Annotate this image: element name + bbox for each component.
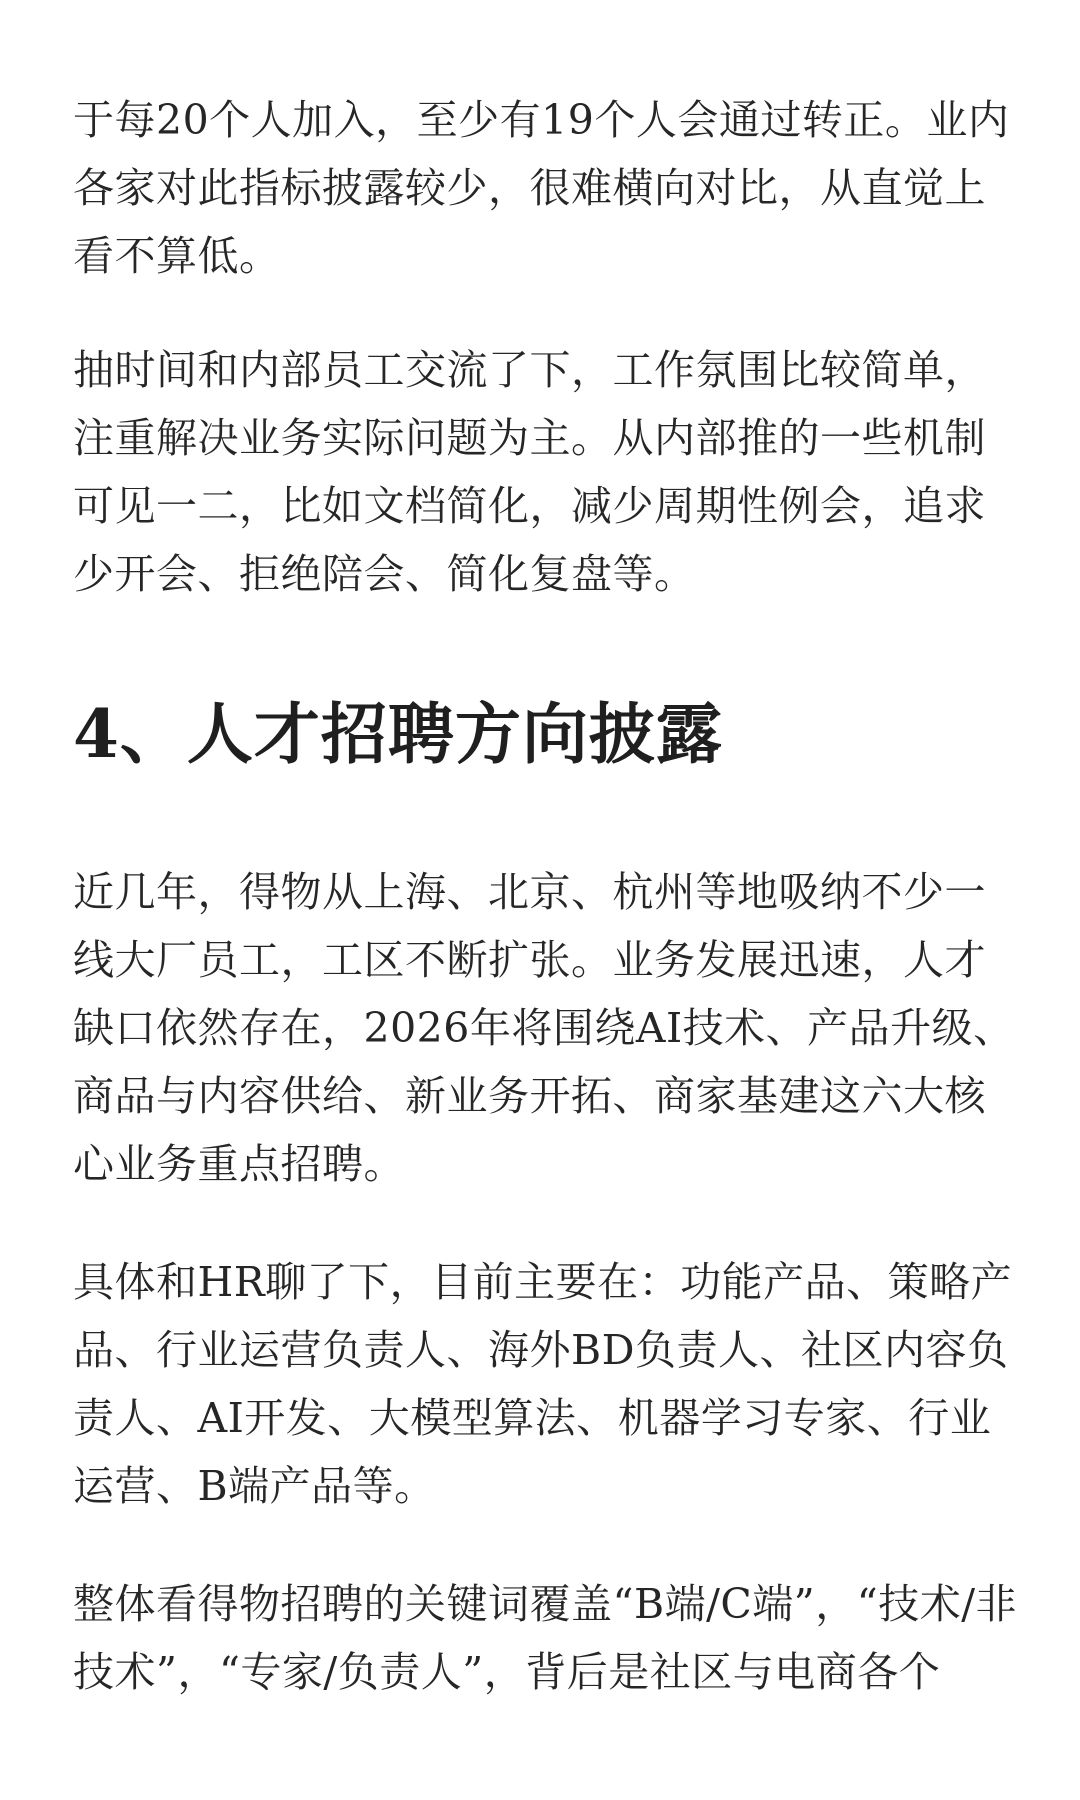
paragraph-hiring-directions: 近几年，得物从上海、北京、杭州等地吸纳不少一线大厂员工，工区不断扩张。业务发展迅速，人才缺口依然存在，2026年将围绕AI技术、产品升级、商品与内容供给、新业务开拓、商家基建这六大核心业务重点招聘。 [73,868,1015,1188]
paragraph-conversion-rate: 于每20个人加入，至少有19个人会通过转正。业内各家对此指标披露较少，很难横向对比，从直觉上看不算低。 [73,96,1010,280]
paragraph-keywords: 整体看得物招聘的关键词覆盖“B端/C端”，“技术/非技术”，“专家/负责人”，背后是社区与电商各个 [73,1580,1018,1696]
article-body [73,86,1018,1706]
paragraph-work-culture: 抽时间和内部员工交流了下，工作氛围比较简单，注重解决业务实际问题为主。从内部推的一些机制可见一二，比如文档简化，减少周期性例会，追求少开会、拒绝陪会、简化复盘等。 [73,346,986,598]
section-heading-recruitment: 4、人才招聘方向披露 [73,695,723,773]
paragraph-open-roles: 具体和HR聊了下，目前主要在：功能产品、策略产品、行业运营负责人、海外BD负责人、社区内容负责人、AI开发、大模型算法、机器学习专家、行业运营、B端产品等。 [73,1258,1013,1510]
